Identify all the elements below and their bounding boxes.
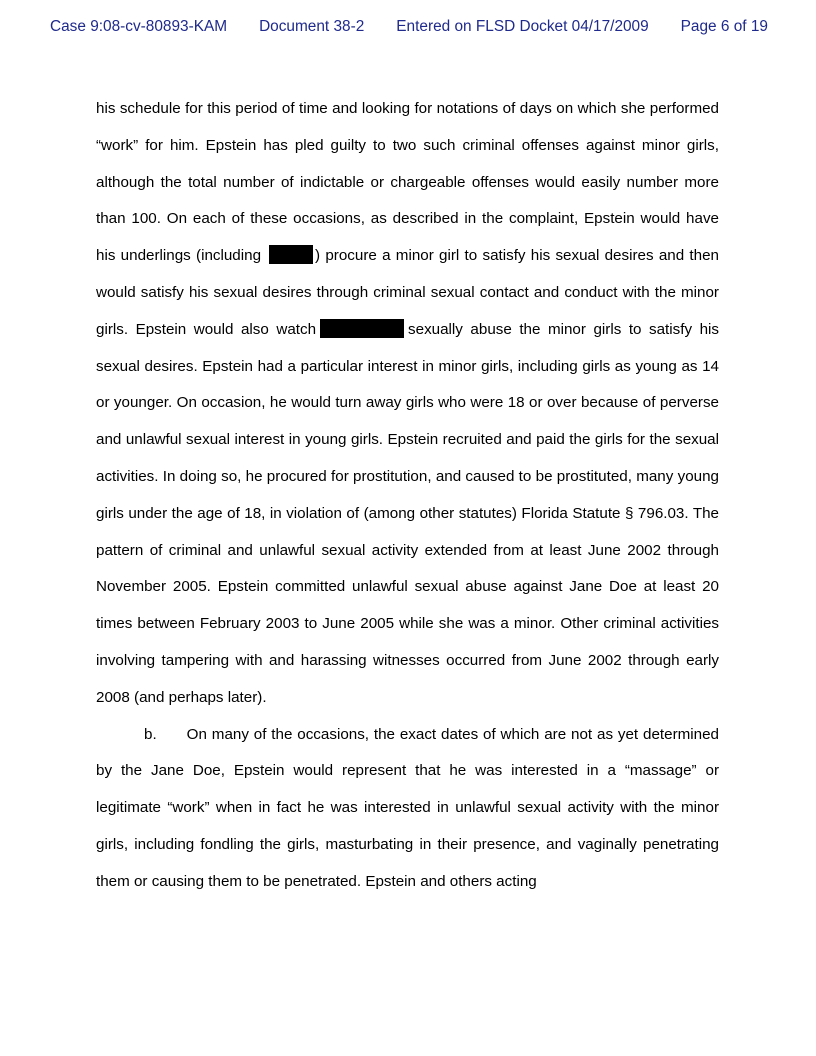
docket-header — [50, 18, 768, 36]
paragraph-text-part-2: ) procure a minor girl to satisfy his sexual desires and then would satisfy his sexual desires through criminal sexual contact and conduct with the minor girls. Epstein would also watch — [96, 247, 719, 338]
paragraph-b-text: On many of the occasions, the exact dates of which are not as yet determined by the Jane Doe, Epstein would represent that he was interested in a “massage” or legitimate “work” when in fact he was interested in unlawful sexual activity with the minor girls, including fondling the girls, masturbating in their presence, and vaginally penetrating them or causing them to be penetrated. Epstein and others acting — [96, 725, 719, 890]
paragraph-b — [96, 717, 719, 901]
docket-entry: Entered on FLSD Docket 04/17/2009 — [396, 18, 649, 35]
redaction-box — [320, 319, 404, 338]
document-body — [96, 91, 719, 901]
paragraph-continued — [96, 91, 719, 717]
redaction-box — [269, 245, 313, 264]
case-number: Case 9:08-cv-80893-KAM — [50, 18, 228, 35]
paragraph-text-part-3: sexually abuse the minor girls to satisfy his sexual desires. Epstein had a particular interest in minor girls, including girls as young as 14 or younger. On occasion, he would turn away girls who were 18 or over because of perverse and unlawful sexual interest in young girls. Epstein recruited and paid the girls for the sexual activities. In doing so, he procured for prostitution, and caused to be prostituted, many young girls under the age of 18, in violation of (among other statutes) Florida Statute § 796.03. The pattern of criminal and unlawful sexual activity extended from at least June 2002 through November 2005. Epstein committed unlawful sexual abuse against Jane Doe at least 20 times between February 2003 to June 2005 while she was a minor. Other criminal activities involving tampering with and harassing witnesses occurred from June 2002 through early 2008 (and perhaps later). — [96, 320, 719, 706]
page-number: Page 6 of 19 — [680, 18, 768, 35]
paragraph-text-part-1: his schedule for this period of time and looking for notations of days on which she performed “work” for him. Epstein has pled guilty to two such criminal offenses against minor girls, although the total number of indictable or chargeable offenses would easily number more than 100. On each of these occasions, as described in the complaint, Epstein would have his underlings (including — [96, 100, 719, 265]
paragraph-label: b. — [144, 725, 157, 743]
document-number: Document 38-2 — [259, 18, 365, 35]
